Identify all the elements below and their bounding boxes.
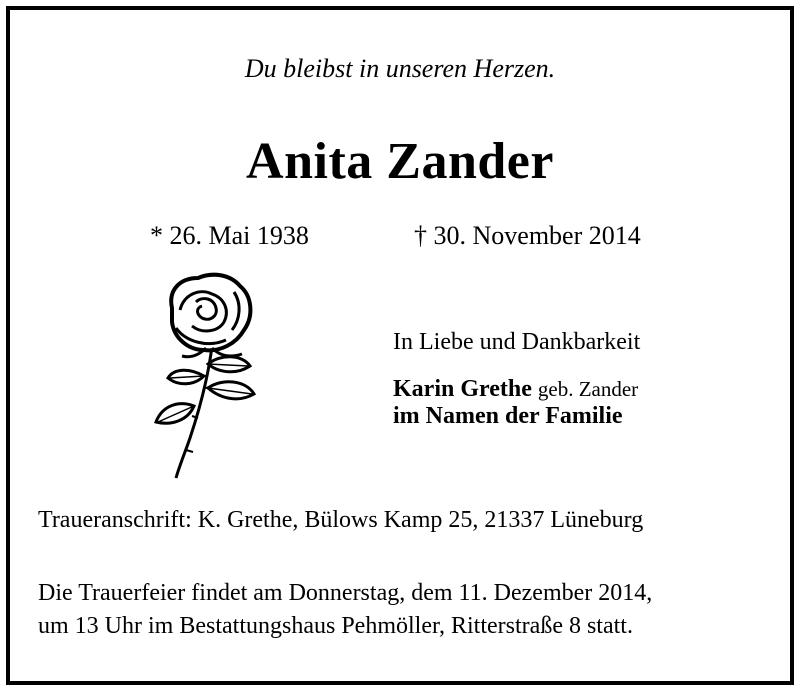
obituary-frame (6, 6, 794, 685)
thanks-line: In Liebe und Dankbarkeit (393, 329, 641, 355)
signatory-nee: geb. Zander (537, 377, 639, 401)
service-line-1: Die Trauerfeier findet am Donnerstag, dem 11. Dezember 2014, (38, 580, 653, 606)
signature-block (393, 329, 640, 430)
service-line-2: um 13 Uhr im Bestattungshaus Pehmöller, Ritterstraße 8 statt. (38, 613, 633, 639)
birth-date: * 26. Mai 1938 (150, 221, 309, 250)
signatory-name: Karin Grethe (393, 376, 532, 402)
mourning-address: Traueranschrift: K. Grethe, Bülows Kamp 25, 21337 Lüneburg (38, 507, 644, 533)
funeral-service-info (38, 577, 652, 643)
deceased-name: Anita Zander (246, 133, 554, 190)
motto: Du bleibst in unseren Herzen. (244, 54, 556, 83)
rose-icon (150, 268, 270, 483)
death-date: † 30. November 2014 (414, 221, 641, 250)
on-behalf-line: im Namen der Familie (393, 403, 623, 429)
